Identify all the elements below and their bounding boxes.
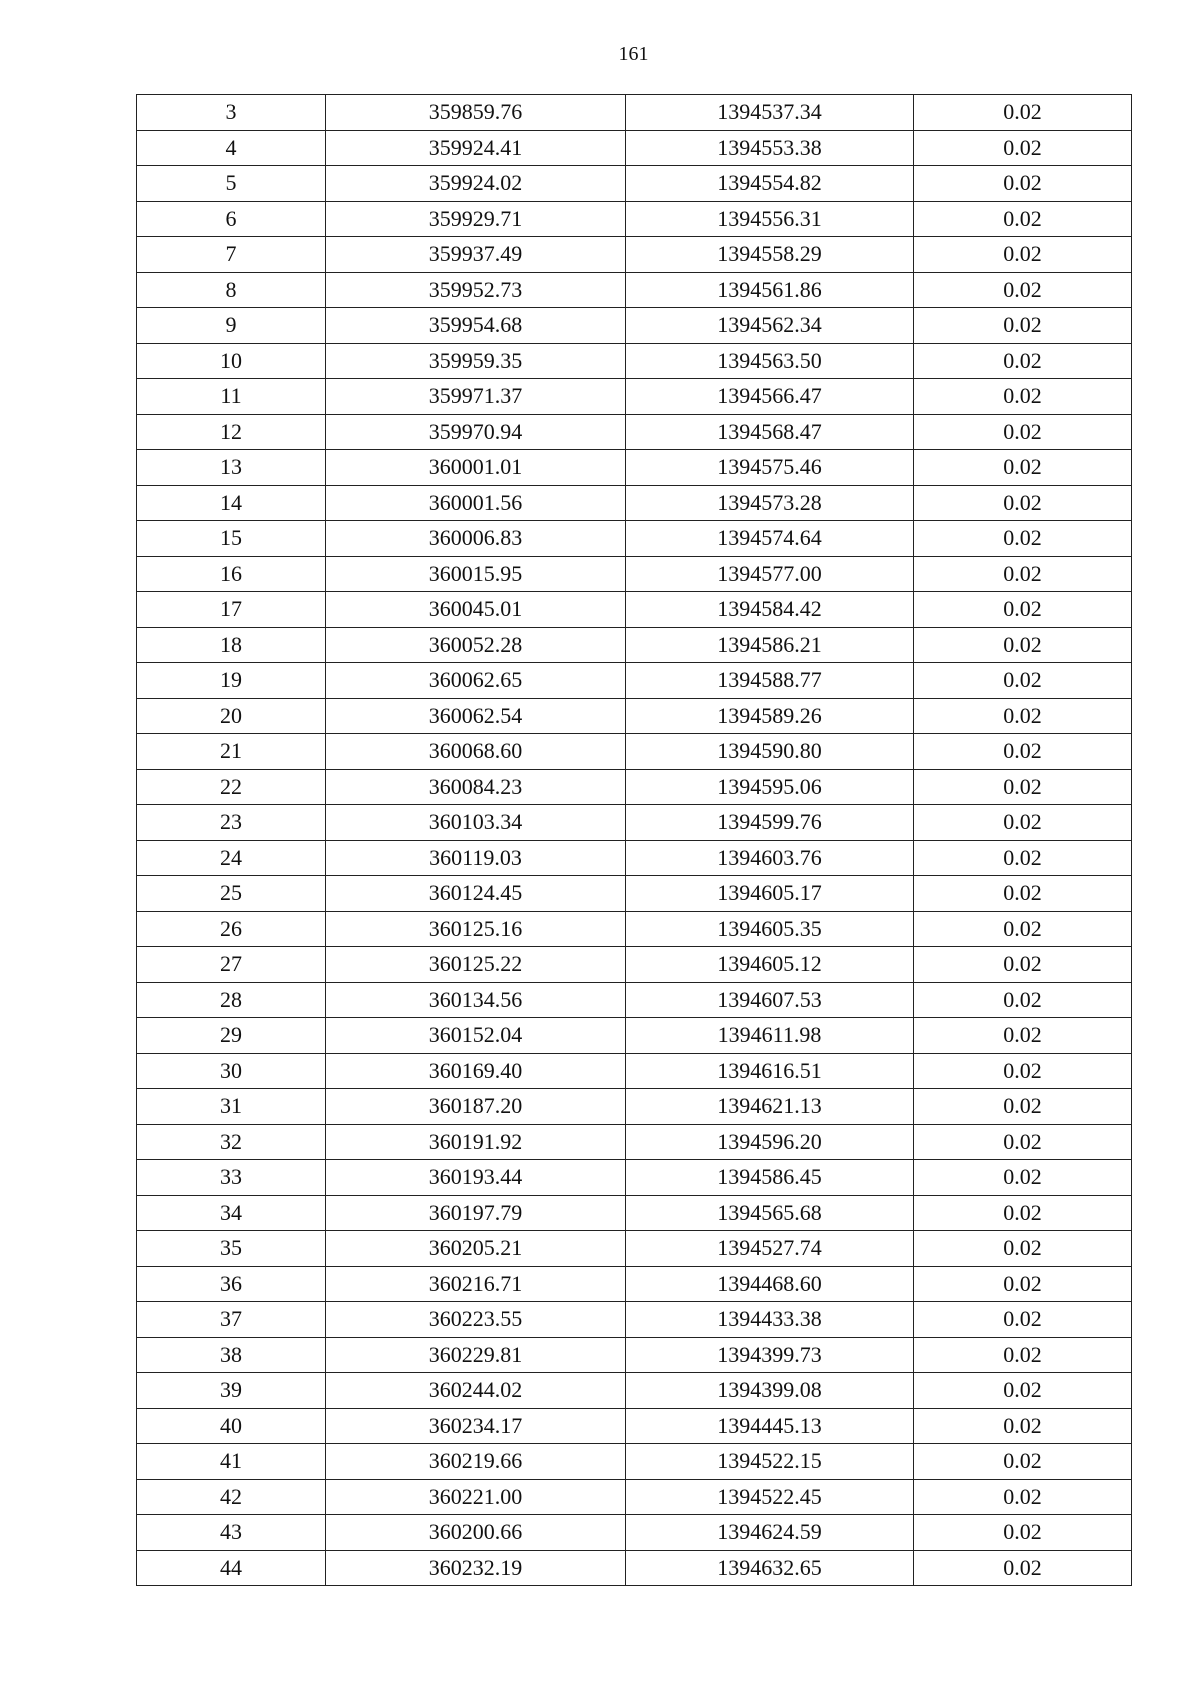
y-coordinate-cell: 1394624.59 bbox=[626, 1515, 914, 1551]
point-number-cell: 39 bbox=[137, 1373, 326, 1409]
y-coordinate-cell: 1394563.50 bbox=[626, 343, 914, 379]
error-value-cell: 0.02 bbox=[914, 769, 1132, 805]
x-coordinate-cell: 360045.01 bbox=[326, 592, 626, 628]
table-row bbox=[137, 1266, 1132, 1302]
point-number-cell: 36 bbox=[137, 1266, 326, 1302]
x-coordinate-cell: 359937.49 bbox=[326, 237, 626, 273]
table-row bbox=[137, 1160, 1132, 1196]
table-row bbox=[137, 947, 1132, 983]
table-row bbox=[137, 627, 1132, 663]
error-value-cell: 0.02 bbox=[914, 379, 1132, 415]
table-row bbox=[137, 95, 1132, 131]
y-coordinate-cell: 1394558.29 bbox=[626, 237, 914, 273]
error-value-cell: 0.02 bbox=[914, 805, 1132, 841]
point-number-cell: 29 bbox=[137, 1018, 326, 1054]
y-coordinate-cell: 1394522.15 bbox=[626, 1444, 914, 1480]
x-coordinate-cell: 360103.34 bbox=[326, 805, 626, 841]
error-value-cell: 0.02 bbox=[914, 698, 1132, 734]
point-number-cell: 28 bbox=[137, 982, 326, 1018]
y-coordinate-cell: 1394445.13 bbox=[626, 1408, 914, 1444]
y-coordinate-cell: 1394577.00 bbox=[626, 556, 914, 592]
error-value-cell: 0.02 bbox=[914, 947, 1132, 983]
table-body bbox=[137, 95, 1132, 1586]
point-number-cell: 20 bbox=[137, 698, 326, 734]
table-row bbox=[137, 343, 1132, 379]
table-row bbox=[137, 982, 1132, 1018]
x-coordinate-cell: 360232.19 bbox=[326, 1550, 626, 1586]
x-coordinate-cell: 360084.23 bbox=[326, 769, 626, 805]
error-value-cell: 0.02 bbox=[914, 556, 1132, 592]
table-row bbox=[137, 698, 1132, 734]
error-value-cell: 0.02 bbox=[914, 1337, 1132, 1373]
error-value-cell: 0.02 bbox=[914, 911, 1132, 947]
point-number-cell: 16 bbox=[137, 556, 326, 592]
point-number-cell: 27 bbox=[137, 947, 326, 983]
point-number-cell: 9 bbox=[137, 308, 326, 344]
table-row bbox=[137, 840, 1132, 876]
point-number-cell: 8 bbox=[137, 272, 326, 308]
error-value-cell: 0.02 bbox=[914, 1408, 1132, 1444]
x-coordinate-cell: 360062.65 bbox=[326, 663, 626, 699]
table-row bbox=[137, 201, 1132, 237]
x-coordinate-cell: 359859.76 bbox=[326, 95, 626, 131]
point-number-cell: 21 bbox=[137, 734, 326, 770]
table-row bbox=[137, 876, 1132, 912]
y-coordinate-cell: 1394562.34 bbox=[626, 308, 914, 344]
table-row bbox=[137, 237, 1132, 273]
x-coordinate-cell: 359970.94 bbox=[326, 414, 626, 450]
y-coordinate-cell: 1394586.21 bbox=[626, 627, 914, 663]
table-row bbox=[137, 521, 1132, 557]
y-coordinate-cell: 1394561.86 bbox=[626, 272, 914, 308]
x-coordinate-cell: 360191.92 bbox=[326, 1124, 626, 1160]
error-value-cell: 0.02 bbox=[914, 485, 1132, 521]
error-value-cell: 0.02 bbox=[914, 1053, 1132, 1089]
point-number-cell: 38 bbox=[137, 1337, 326, 1373]
point-number-cell: 26 bbox=[137, 911, 326, 947]
table-row bbox=[137, 805, 1132, 841]
y-coordinate-cell: 1394399.73 bbox=[626, 1337, 914, 1373]
error-value-cell: 0.02 bbox=[914, 1231, 1132, 1267]
x-coordinate-cell: 360001.56 bbox=[326, 485, 626, 521]
table-row bbox=[137, 450, 1132, 486]
point-number-cell: 15 bbox=[137, 521, 326, 557]
point-number-cell: 43 bbox=[137, 1515, 326, 1551]
table-row bbox=[137, 769, 1132, 805]
y-coordinate-cell: 1394537.34 bbox=[626, 95, 914, 131]
error-value-cell: 0.02 bbox=[914, 414, 1132, 450]
error-value-cell: 0.02 bbox=[914, 521, 1132, 557]
y-coordinate-cell: 1394605.17 bbox=[626, 876, 914, 912]
x-coordinate-cell: 360169.40 bbox=[326, 1053, 626, 1089]
point-number-cell: 32 bbox=[137, 1124, 326, 1160]
error-value-cell: 0.02 bbox=[914, 592, 1132, 628]
point-number-cell: 44 bbox=[137, 1550, 326, 1586]
x-coordinate-cell: 360006.83 bbox=[326, 521, 626, 557]
point-number-cell: 7 bbox=[137, 237, 326, 273]
y-coordinate-cell: 1394556.31 bbox=[626, 201, 914, 237]
x-coordinate-cell: 360187.20 bbox=[326, 1089, 626, 1125]
error-value-cell: 0.02 bbox=[914, 1160, 1132, 1196]
error-value-cell: 0.02 bbox=[914, 627, 1132, 663]
point-number-cell: 14 bbox=[137, 485, 326, 521]
point-number-cell: 37 bbox=[137, 1302, 326, 1338]
x-coordinate-cell: 359952.73 bbox=[326, 272, 626, 308]
y-coordinate-cell: 1394566.47 bbox=[626, 379, 914, 415]
point-number-cell: 4 bbox=[137, 130, 326, 166]
error-value-cell: 0.02 bbox=[914, 1266, 1132, 1302]
table-row bbox=[137, 1373, 1132, 1409]
x-coordinate-cell: 360229.81 bbox=[326, 1337, 626, 1373]
table-row bbox=[137, 1408, 1132, 1444]
table-row bbox=[137, 414, 1132, 450]
y-coordinate-cell: 1394568.47 bbox=[626, 414, 914, 450]
table-row bbox=[137, 1337, 1132, 1373]
y-coordinate-cell: 1394586.45 bbox=[626, 1160, 914, 1196]
point-number-cell: 31 bbox=[137, 1089, 326, 1125]
y-coordinate-cell: 1394605.12 bbox=[626, 947, 914, 983]
point-number-cell: 10 bbox=[137, 343, 326, 379]
table-row bbox=[137, 1479, 1132, 1515]
y-coordinate-cell: 1394468.60 bbox=[626, 1266, 914, 1302]
table-row bbox=[137, 911, 1132, 947]
y-coordinate-cell: 1394607.53 bbox=[626, 982, 914, 1018]
y-coordinate-cell: 1394584.42 bbox=[626, 592, 914, 628]
point-number-cell: 13 bbox=[137, 450, 326, 486]
point-number-cell: 3 bbox=[137, 95, 326, 131]
error-value-cell: 0.02 bbox=[914, 272, 1132, 308]
point-number-cell: 30 bbox=[137, 1053, 326, 1089]
coordinate-table bbox=[136, 94, 1132, 1586]
y-coordinate-cell: 1394621.13 bbox=[626, 1089, 914, 1125]
x-coordinate-cell: 359954.68 bbox=[326, 308, 626, 344]
error-value-cell: 0.02 bbox=[914, 1124, 1132, 1160]
y-coordinate-cell: 1394565.68 bbox=[626, 1195, 914, 1231]
y-coordinate-cell: 1394588.77 bbox=[626, 663, 914, 699]
x-coordinate-cell: 360124.45 bbox=[326, 876, 626, 912]
y-coordinate-cell: 1394433.38 bbox=[626, 1302, 914, 1338]
x-coordinate-cell: 360200.66 bbox=[326, 1515, 626, 1551]
point-number-cell: 6 bbox=[137, 201, 326, 237]
point-number-cell: 12 bbox=[137, 414, 326, 450]
table-row bbox=[137, 166, 1132, 202]
x-coordinate-cell: 359971.37 bbox=[326, 379, 626, 415]
x-coordinate-cell: 360001.01 bbox=[326, 450, 626, 486]
error-value-cell: 0.02 bbox=[914, 95, 1132, 131]
error-value-cell: 0.02 bbox=[914, 166, 1132, 202]
y-coordinate-cell: 1394574.64 bbox=[626, 521, 914, 557]
y-coordinate-cell: 1394554.82 bbox=[626, 166, 914, 202]
table-row bbox=[137, 1124, 1132, 1160]
y-coordinate-cell: 1394595.06 bbox=[626, 769, 914, 805]
table-row bbox=[137, 1195, 1132, 1231]
table-row bbox=[137, 1053, 1132, 1089]
point-number-cell: 34 bbox=[137, 1195, 326, 1231]
point-number-cell: 23 bbox=[137, 805, 326, 841]
error-value-cell: 0.02 bbox=[914, 308, 1132, 344]
y-coordinate-cell: 1394553.38 bbox=[626, 130, 914, 166]
table-row bbox=[137, 734, 1132, 770]
x-coordinate-cell: 360125.16 bbox=[326, 911, 626, 947]
x-coordinate-cell: 360244.02 bbox=[326, 1373, 626, 1409]
point-number-cell: 22 bbox=[137, 769, 326, 805]
y-coordinate-cell: 1394596.20 bbox=[626, 1124, 914, 1160]
x-coordinate-cell: 360119.03 bbox=[326, 840, 626, 876]
x-coordinate-cell: 360223.55 bbox=[326, 1302, 626, 1338]
page-number: 161 bbox=[618, 43, 649, 65]
table-row bbox=[137, 379, 1132, 415]
y-coordinate-cell: 1394590.80 bbox=[626, 734, 914, 770]
error-value-cell: 0.02 bbox=[914, 734, 1132, 770]
y-coordinate-cell: 1394573.28 bbox=[626, 485, 914, 521]
point-number-cell: 24 bbox=[137, 840, 326, 876]
error-value-cell: 0.02 bbox=[914, 1550, 1132, 1586]
error-value-cell: 0.02 bbox=[914, 1018, 1132, 1054]
point-number-cell: 25 bbox=[137, 876, 326, 912]
table-row bbox=[137, 485, 1132, 521]
error-value-cell: 0.02 bbox=[914, 237, 1132, 273]
error-value-cell: 0.02 bbox=[914, 343, 1132, 379]
table-row bbox=[137, 556, 1132, 592]
error-value-cell: 0.02 bbox=[914, 1195, 1132, 1231]
x-coordinate-cell: 359924.02 bbox=[326, 166, 626, 202]
table-row bbox=[137, 1302, 1132, 1338]
x-coordinate-cell: 360193.44 bbox=[326, 1160, 626, 1196]
y-coordinate-cell: 1394616.51 bbox=[626, 1053, 914, 1089]
error-value-cell: 0.02 bbox=[914, 1479, 1132, 1515]
error-value-cell: 0.02 bbox=[914, 450, 1132, 486]
x-coordinate-cell: 360234.17 bbox=[326, 1408, 626, 1444]
y-coordinate-cell: 1394589.26 bbox=[626, 698, 914, 734]
error-value-cell: 0.02 bbox=[914, 1089, 1132, 1125]
point-number-cell: 41 bbox=[137, 1444, 326, 1480]
x-coordinate-cell: 360068.60 bbox=[326, 734, 626, 770]
point-number-cell: 42 bbox=[137, 1479, 326, 1515]
error-value-cell: 0.02 bbox=[914, 1373, 1132, 1409]
error-value-cell: 0.02 bbox=[914, 1302, 1132, 1338]
error-value-cell: 0.02 bbox=[914, 1515, 1132, 1551]
x-coordinate-cell: 360052.28 bbox=[326, 627, 626, 663]
x-coordinate-cell: 360219.66 bbox=[326, 1444, 626, 1480]
table-row bbox=[137, 663, 1132, 699]
y-coordinate-cell: 1394575.46 bbox=[626, 450, 914, 486]
table-row bbox=[137, 1444, 1132, 1480]
error-value-cell: 0.02 bbox=[914, 1444, 1132, 1480]
y-coordinate-cell: 1394599.76 bbox=[626, 805, 914, 841]
y-coordinate-cell: 1394611.98 bbox=[626, 1018, 914, 1054]
y-coordinate-cell: 1394603.76 bbox=[626, 840, 914, 876]
x-coordinate-cell: 360216.71 bbox=[326, 1266, 626, 1302]
x-coordinate-cell: 360221.00 bbox=[326, 1479, 626, 1515]
x-coordinate-cell: 360062.54 bbox=[326, 698, 626, 734]
table-row bbox=[137, 272, 1132, 308]
x-coordinate-cell: 359924.41 bbox=[326, 130, 626, 166]
y-coordinate-cell: 1394399.08 bbox=[626, 1373, 914, 1409]
x-coordinate-cell: 360152.04 bbox=[326, 1018, 626, 1054]
x-coordinate-cell: 360205.21 bbox=[326, 1231, 626, 1267]
x-coordinate-cell: 360015.95 bbox=[326, 556, 626, 592]
y-coordinate-cell: 1394632.65 bbox=[626, 1550, 914, 1586]
error-value-cell: 0.02 bbox=[914, 201, 1132, 237]
error-value-cell: 0.02 bbox=[914, 130, 1132, 166]
x-coordinate-cell: 359929.71 bbox=[326, 201, 626, 237]
point-number-cell: 5 bbox=[137, 166, 326, 202]
y-coordinate-cell: 1394605.35 bbox=[626, 911, 914, 947]
table-row bbox=[137, 1231, 1132, 1267]
table-row bbox=[137, 1018, 1132, 1054]
table-row bbox=[137, 130, 1132, 166]
point-number-cell: 11 bbox=[137, 379, 326, 415]
error-value-cell: 0.02 bbox=[914, 982, 1132, 1018]
x-coordinate-cell: 360134.56 bbox=[326, 982, 626, 1018]
y-coordinate-cell: 1394527.74 bbox=[626, 1231, 914, 1267]
error-value-cell: 0.02 bbox=[914, 876, 1132, 912]
point-number-cell: 35 bbox=[137, 1231, 326, 1267]
error-value-cell: 0.02 bbox=[914, 840, 1132, 876]
x-coordinate-cell: 359959.35 bbox=[326, 343, 626, 379]
x-coordinate-cell: 360197.79 bbox=[326, 1195, 626, 1231]
point-number-cell: 17 bbox=[137, 592, 326, 628]
point-number-cell: 19 bbox=[137, 663, 326, 699]
point-number-cell: 18 bbox=[137, 627, 326, 663]
point-number-cell: 40 bbox=[137, 1408, 326, 1444]
point-number-cell: 33 bbox=[137, 1160, 326, 1196]
x-coordinate-cell: 360125.22 bbox=[326, 947, 626, 983]
table-row bbox=[137, 308, 1132, 344]
table-row bbox=[137, 1550, 1132, 1586]
error-value-cell: 0.02 bbox=[914, 663, 1132, 699]
table-row bbox=[137, 1089, 1132, 1125]
y-coordinate-cell: 1394522.45 bbox=[626, 1479, 914, 1515]
table-row bbox=[137, 1515, 1132, 1551]
table-row bbox=[137, 592, 1132, 628]
